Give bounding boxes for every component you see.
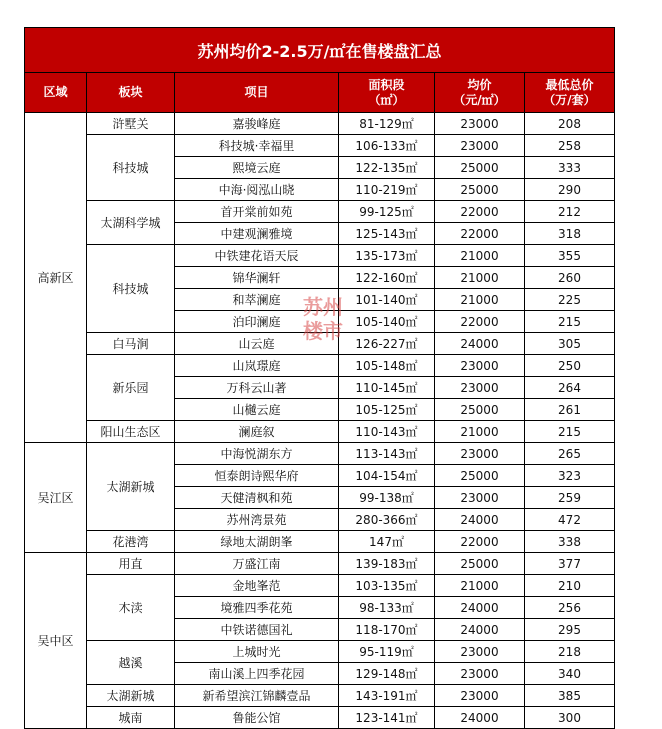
price-cell: 21000 <box>435 421 525 443</box>
price-cell: 23000 <box>435 355 525 377</box>
project-cell: 万科云山著 <box>175 377 339 399</box>
total-cell: 225 <box>525 289 615 311</box>
project-cell: 中建观澜雅境 <box>175 223 339 245</box>
total-cell: 256 <box>525 597 615 619</box>
project-cell: 科技城·幸福里 <box>175 135 339 157</box>
total-cell: 212 <box>525 201 615 223</box>
area-cell: 135-173㎡ <box>339 245 435 267</box>
region-cell: 吴江区 <box>25 443 87 553</box>
area-cell: 113-143㎡ <box>339 443 435 465</box>
total-cell: 259 <box>525 487 615 509</box>
area-cell: 118-170㎡ <box>339 619 435 641</box>
block-cell: 浒墅关 <box>87 113 175 135</box>
block-cell: 太湖科学城 <box>87 201 175 245</box>
table-row <box>25 553 615 575</box>
price-cell: 24000 <box>435 619 525 641</box>
project-cell: 山樾云庭 <box>175 399 339 421</box>
project-cell: 锦华澜轩 <box>175 267 339 289</box>
price-cell: 22000 <box>435 223 525 245</box>
project-cell: 首开棠前如苑 <box>175 201 339 223</box>
price-cell: 23000 <box>435 487 525 509</box>
header-total <box>525 73 615 113</box>
total-cell: 208 <box>525 113 615 135</box>
block-cell: 太湖新城 <box>87 443 175 531</box>
area-cell: 110-143㎡ <box>339 421 435 443</box>
price-cell: 21000 <box>435 267 525 289</box>
area-cell: 280-366㎡ <box>339 509 435 531</box>
project-cell: 和萃澜庭 <box>175 289 339 311</box>
block-cell: 阳山生态区 <box>87 421 175 443</box>
price-cell: 25000 <box>435 399 525 421</box>
block-cell: 白马涧 <box>87 333 175 355</box>
project-cell: 新希望滨江锦麟壹品 <box>175 685 339 707</box>
watermark-line2: 楼市 <box>303 319 343 343</box>
header-area <box>339 73 435 113</box>
area-cell: 143-191㎡ <box>339 685 435 707</box>
price-cell: 25000 <box>435 465 525 487</box>
table-row <box>25 707 615 729</box>
price-cell: 23000 <box>435 663 525 685</box>
block-cell: 新乐园 <box>87 355 175 421</box>
table-row <box>25 333 615 355</box>
total-cell: 250 <box>525 355 615 377</box>
project-cell: 恒泰朗诗熙华府 <box>175 465 339 487</box>
price-cell: 21000 <box>435 245 525 267</box>
total-cell: 210 <box>525 575 615 597</box>
area-cell: 110-145㎡ <box>339 377 435 399</box>
table-title: 苏州均价2-2.5万/㎡在售楼盘汇总 <box>25 28 615 73</box>
area-cell: 104-154㎡ <box>339 465 435 487</box>
table-row <box>25 531 615 553</box>
table-row <box>25 641 615 663</box>
header-block: 板块 <box>87 73 175 113</box>
total-cell: 215 <box>525 421 615 443</box>
table-row <box>25 575 615 597</box>
project-cell: 嘉骏峰庭 <box>175 113 339 135</box>
area-cell: 110-219㎡ <box>339 179 435 201</box>
header-price-line2: （元/㎡） <box>453 92 506 107</box>
project-cell: 中铁建花语天辰 <box>175 245 339 267</box>
region-cell: 吴中区 <box>25 553 87 729</box>
area-cell: 147㎡ <box>339 531 435 553</box>
block-cell: 科技城 <box>87 245 175 333</box>
header-total-line2: （万/套） <box>543 92 596 107</box>
header-total-line1: 最低总价 <box>545 77 594 92</box>
project-cell: 中海·阅泓山晓 <box>175 179 339 201</box>
table-row <box>25 135 615 157</box>
project-cell: 中铁诺德国礼 <box>175 619 339 641</box>
price-cell: 21000 <box>435 575 525 597</box>
total-cell: 295 <box>525 619 615 641</box>
area-cell: 99-138㎡ <box>339 487 435 509</box>
price-cell: 24000 <box>435 597 525 619</box>
area-cell: 95-119㎡ <box>339 641 435 663</box>
price-cell: 21000 <box>435 289 525 311</box>
header-area-line2: （㎡） <box>368 92 405 107</box>
total-cell: 265 <box>525 443 615 465</box>
block-cell: 科技城 <box>87 135 175 201</box>
table-row <box>25 201 615 223</box>
price-cell: 23000 <box>435 113 525 135</box>
area-cell: 81-129㎡ <box>339 113 435 135</box>
total-cell: 261 <box>525 399 615 421</box>
price-cell: 25000 <box>435 553 525 575</box>
block-cell: 城南 <box>87 707 175 729</box>
project-cell: 金地峯范 <box>175 575 339 597</box>
area-cell: 105-125㎡ <box>339 399 435 421</box>
price-cell: 25000 <box>435 179 525 201</box>
block-cell: 太湖新城 <box>87 685 175 707</box>
area-cell: 101-140㎡ <box>339 289 435 311</box>
area-cell: 105-140㎡ <box>339 311 435 333</box>
area-cell: 122-135㎡ <box>339 157 435 179</box>
price-cell: 22000 <box>435 531 525 553</box>
header-row <box>25 73 615 113</box>
area-cell: 99-125㎡ <box>339 201 435 223</box>
price-cell: 23000 <box>435 641 525 663</box>
price-cell: 23000 <box>435 135 525 157</box>
price-cell: 23000 <box>435 377 525 399</box>
table-row <box>25 355 615 377</box>
block-cell: 用直 <box>87 553 175 575</box>
total-cell: 338 <box>525 531 615 553</box>
listing-table <box>24 27 615 729</box>
area-cell: 129-148㎡ <box>339 663 435 685</box>
price-cell: 24000 <box>435 707 525 729</box>
listing-summary-sheet <box>24 27 614 729</box>
total-cell: 385 <box>525 685 615 707</box>
price-cell: 22000 <box>435 311 525 333</box>
project-cell: 境雅四季花苑 <box>175 597 339 619</box>
total-cell: 290 <box>525 179 615 201</box>
project-cell: 澜庭叙 <box>175 421 339 443</box>
total-cell: 215 <box>525 311 615 333</box>
area-cell: 105-148㎡ <box>339 355 435 377</box>
area-cell: 139-183㎡ <box>339 553 435 575</box>
total-cell: 300 <box>525 707 615 729</box>
project-cell: 天健清枫和苑 <box>175 487 339 509</box>
total-cell: 340 <box>525 663 615 685</box>
header-area-line1: 面积段 <box>368 77 405 92</box>
price-cell: 25000 <box>435 157 525 179</box>
total-cell: 318 <box>525 223 615 245</box>
price-cell: 24000 <box>435 333 525 355</box>
table-row <box>25 421 615 443</box>
area-cell: 103-135㎡ <box>339 575 435 597</box>
project-cell: 山岚璟庭 <box>175 355 339 377</box>
project-cell: 泊印澜庭 <box>175 311 339 333</box>
project-cell: 万盛江南 <box>175 553 339 575</box>
table-row <box>25 443 615 465</box>
area-cell: 106-133㎡ <box>339 135 435 157</box>
project-cell: 熙境云庭 <box>175 157 339 179</box>
block-cell: 花港湾 <box>87 531 175 553</box>
total-cell: 305 <box>525 333 615 355</box>
area-cell: 123-141㎡ <box>339 707 435 729</box>
project-cell: 中海悦湖东方 <box>175 443 339 465</box>
header-price <box>435 73 525 113</box>
table-row <box>25 113 615 135</box>
table-body <box>25 113 615 729</box>
total-cell: 258 <box>525 135 615 157</box>
total-cell: 377 <box>525 553 615 575</box>
block-cell: 木渎 <box>87 575 175 641</box>
area-cell: 126-227㎡ <box>339 333 435 355</box>
project-cell: 南山溪上四季花园 <box>175 663 339 685</box>
header-price-line1: 均价 <box>467 77 492 92</box>
price-cell: 23000 <box>435 685 525 707</box>
watermark-line1: 苏州 <box>303 295 343 319</box>
total-cell: 264 <box>525 377 615 399</box>
region-cell: 高新区 <box>25 113 87 443</box>
price-cell: 23000 <box>435 443 525 465</box>
project-cell: 上城时光 <box>175 641 339 663</box>
project-cell: 苏州湾景苑 <box>175 509 339 531</box>
total-cell: 333 <box>525 157 615 179</box>
total-cell: 355 <box>525 245 615 267</box>
project-cell: 山云庭 <box>175 333 339 355</box>
total-cell: 472 <box>525 509 615 531</box>
total-cell: 218 <box>525 641 615 663</box>
block-cell: 越溪 <box>87 641 175 685</box>
area-cell: 125-143㎡ <box>339 223 435 245</box>
total-cell: 323 <box>525 465 615 487</box>
project-cell: 鲁能公馆 <box>175 707 339 729</box>
header-region: 区域 <box>25 73 87 113</box>
table-row <box>25 245 615 267</box>
table-row <box>25 685 615 707</box>
price-cell: 24000 <box>435 509 525 531</box>
total-cell: 260 <box>525 267 615 289</box>
project-cell: 绿地太湖朗峯 <box>175 531 339 553</box>
area-cell: 98-133㎡ <box>339 597 435 619</box>
area-cell: 122-160㎡ <box>339 267 435 289</box>
header-project: 项目 <box>175 73 339 113</box>
price-cell: 22000 <box>435 201 525 223</box>
